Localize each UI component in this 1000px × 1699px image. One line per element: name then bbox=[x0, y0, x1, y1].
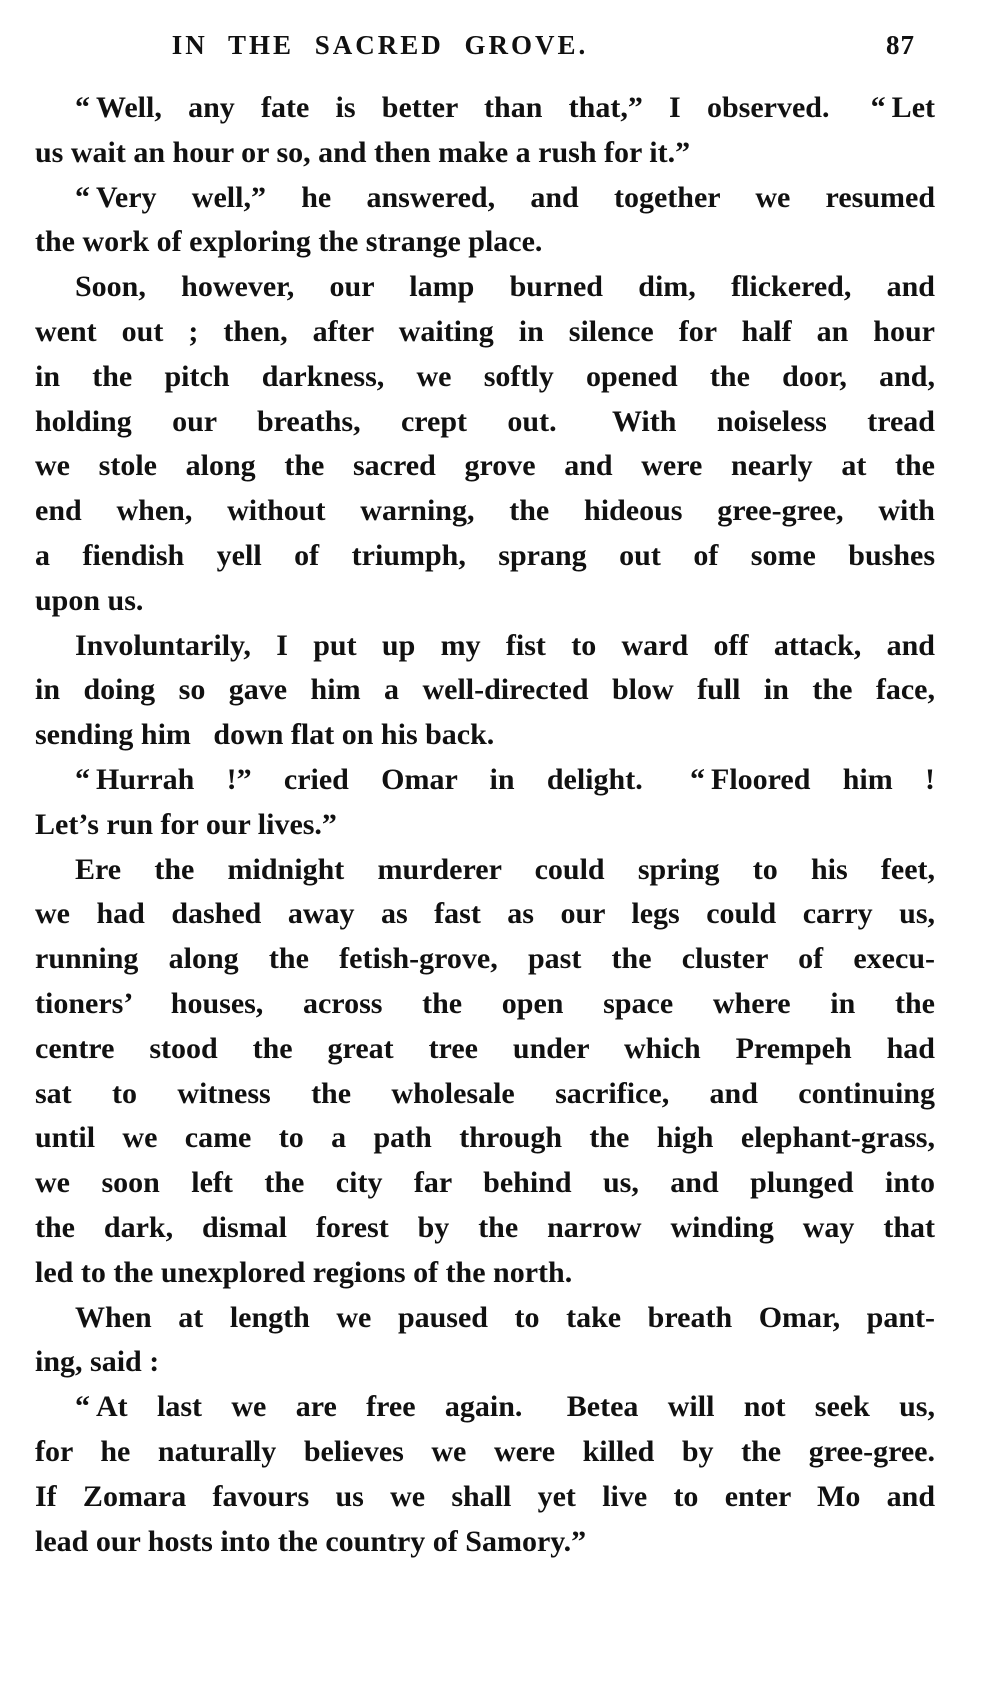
text-line: we stole along the sacred grove and were nearly at the bbox=[35, 449, 935, 483]
running-title: IN THE SACRED GROVE. bbox=[171, 30, 589, 60]
text-line: “ Very well,” he answered, and together we resumed bbox=[75, 180, 935, 214]
text-line: tioners’ houses, across the open space where in the bbox=[35, 986, 935, 1020]
page-header bbox=[35, 30, 915, 66]
text-line: for he naturally believes we were killed by the gree-gree. bbox=[35, 1434, 935, 1468]
text-line: we had dashed away as fast as our legs could carry us, bbox=[35, 897, 935, 931]
text-line: Let’s run for our lives.” bbox=[35, 807, 337, 841]
text-line: lead our hosts into the country of Samory.” bbox=[35, 1524, 587, 1558]
text-line: “ At last we are free again. Betea will not seek us, bbox=[75, 1390, 935, 1424]
text-line: sat to witness the wholesale sacrifice, and continuing bbox=[35, 1076, 935, 1110]
text-line: Soon, however, our lamp burned dim, flickered, and bbox=[75, 270, 935, 304]
text-line: sending him down flat on his back. bbox=[35, 718, 495, 752]
text-line: end when, without warning, the hideous gree-gree, with bbox=[35, 494, 935, 528]
text-line: us wait an hour or so, and then make a rush for it.” bbox=[35, 135, 691, 169]
text-line: we soon left the city far behind us, and plunged into bbox=[35, 1166, 935, 1200]
text-line: went out ; then, after waiting in silence for half an hour bbox=[35, 314, 935, 348]
text-line: upon us. bbox=[35, 583, 144, 617]
text-line: until we came to a path through the high elephant-grass, bbox=[35, 1121, 935, 1155]
body-text bbox=[35, 86, 935, 1564]
text-line: Ere the midnight murderer could spring to his feet, bbox=[75, 852, 935, 886]
text-line: in doing so gave him a well-directed blow full in the face, bbox=[35, 673, 935, 707]
page-number: 87 bbox=[886, 30, 915, 60]
text-line: holding our breaths, crept out. With noiseless tread bbox=[35, 404, 935, 438]
text-line: the work of exploring the strange place. bbox=[35, 225, 543, 259]
text-line: If Zomara favours us we shall yet live to enter Mo and bbox=[35, 1479, 935, 1513]
text-line: “ Hurrah !” cried Omar in delight. “ Floored him ! bbox=[75, 762, 935, 796]
text-line: “ Well, any fate is better than that,” I observed. “ Let bbox=[75, 91, 935, 124]
text-line: a fiendish yell of triumph, sprang out of some bushes bbox=[35, 538, 935, 572]
text-line: led to the unexplored regions of the north. bbox=[35, 1255, 573, 1289]
text-line: Involuntarily, I put up my fist to ward off attack, and bbox=[75, 628, 935, 662]
text-line: ing, said : bbox=[35, 1345, 160, 1379]
text-line: the dark, dismal forest by the narrow winding way that bbox=[35, 1210, 935, 1244]
text-line: When at length we paused to take breath Omar, pant- bbox=[75, 1300, 935, 1334]
text-line: in the pitch darkness, we softly opened the door, and, bbox=[35, 359, 935, 393]
text-line: centre stood the great tree under which Prempeh had bbox=[35, 1031, 935, 1065]
text-line: running along the fetish-grove, past the cluster of execu- bbox=[35, 942, 935, 976]
